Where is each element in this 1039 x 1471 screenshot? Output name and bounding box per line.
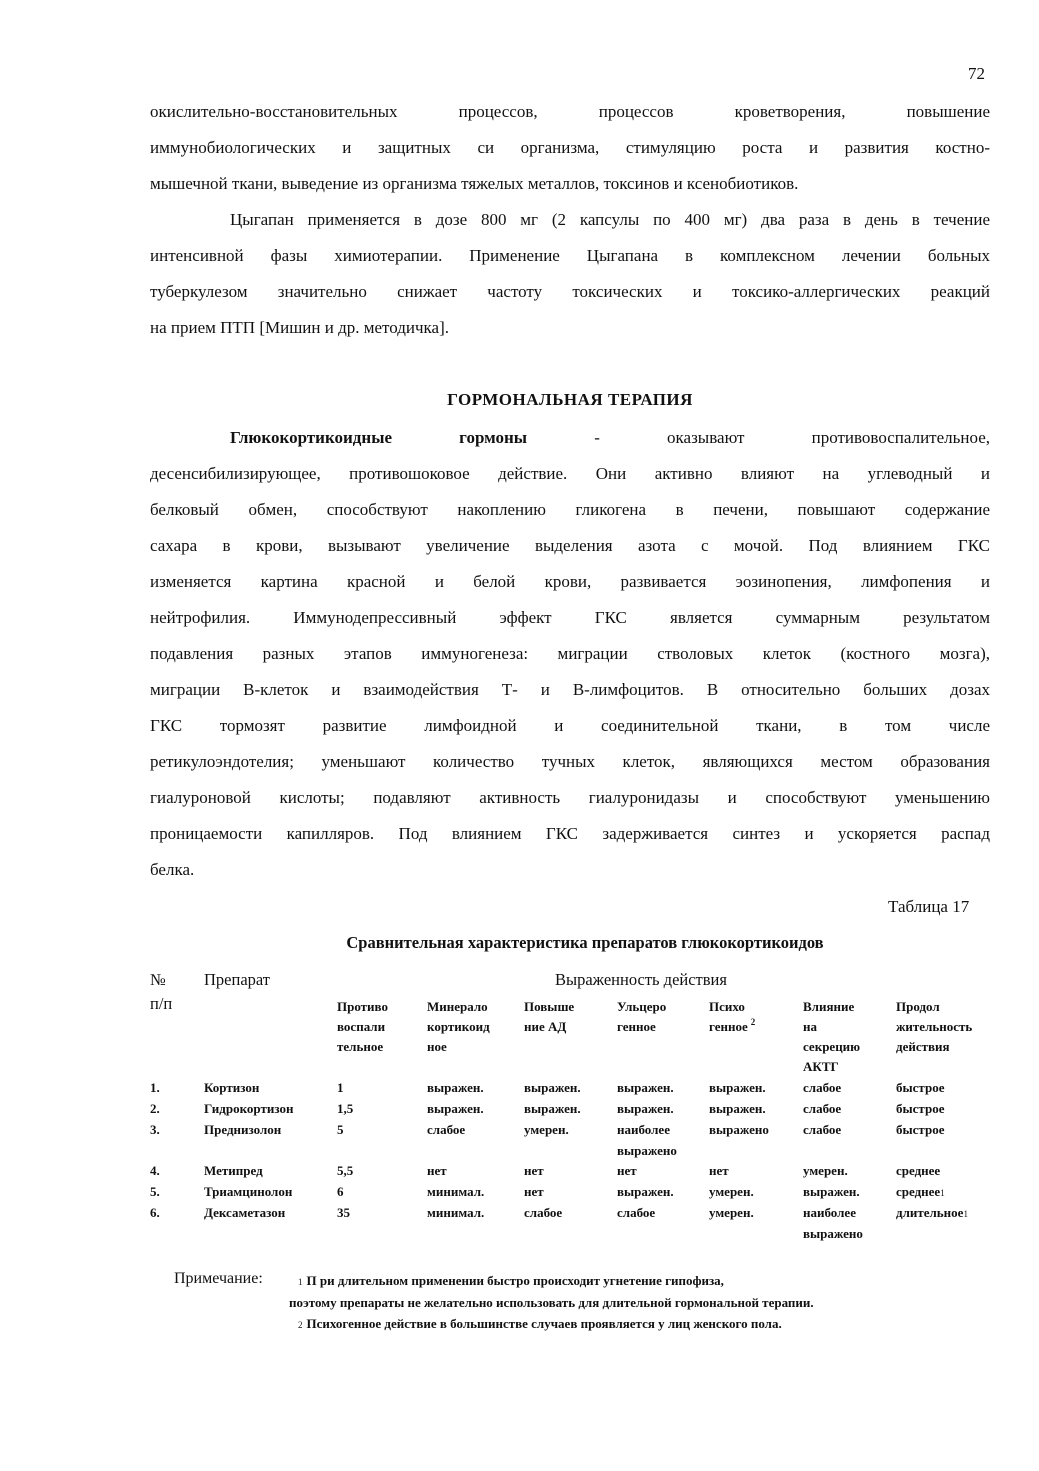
header-col-psychogenic: Психо генное $^2$	[709, 999, 756, 1034]
cell-value-continued: выражено	[617, 1143, 677, 1158]
cell-value: умерен.	[803, 1163, 848, 1178]
cell-value: нет	[524, 1184, 544, 1199]
cell-num: 5.	[150, 1184, 160, 1199]
cell-value: слабое	[617, 1205, 656, 1220]
cell-num: 6.	[150, 1205, 160, 1220]
text-line: изменяется картина красной и белой крови, развивается эозинопения, лимфопения и	[150, 572, 990, 591]
cell-value: слабое	[803, 1080, 842, 1095]
cell-value: выражен.	[803, 1184, 860, 1199]
cell-value: выражен.	[709, 1101, 766, 1116]
cell-num: 1.	[150, 1080, 160, 1095]
header-col-ulcerogenic: Ульцеро генное	[617, 999, 667, 1034]
cell-drug: Преднизолон	[204, 1122, 282, 1137]
cell-drug: Триамцинолон	[204, 1184, 293, 1199]
cell-value: выражен.	[617, 1080, 674, 1095]
cell-value: среднее1	[896, 1184, 945, 1199]
cell-value: нет	[524, 1163, 544, 1178]
paragraph-1	[150, 94, 990, 202]
cell-value-continued: выражено	[803, 1226, 863, 1241]
text-line: нейтрофилия. Иммунодепрессивный эффект ГКС является суммарным результатом	[150, 608, 990, 627]
cell-value: умерен.	[524, 1122, 569, 1137]
cell-value: минимал.	[427, 1205, 485, 1220]
cell-num: 3.	[150, 1122, 160, 1137]
text-line: мышечной ткани, выведение из организма тяжелых металлов, токсинов и ксенобиотиков.	[150, 174, 799, 193]
cell-value: минимал.	[427, 1184, 485, 1199]
note-line-3: 2 Психогенное действие в большинстве случаев проявляется у лиц женского пола.	[298, 1316, 782, 1331]
cell-value: выражен.	[524, 1101, 581, 1116]
header-col-blood-pressure: Повыше ние АД	[524, 999, 575, 1034]
cell-drug: Кортизон	[204, 1080, 260, 1095]
footnote-mark: 1	[963, 1209, 968, 1219]
text-line: иммунобиологических и защитных си организма, стимуляцию роста и развития костно-	[150, 138, 990, 157]
section-heading: ГОРМОНАЛЬНАЯ ТЕРАПИЯ	[447, 390, 693, 409]
cell-value: наиболее	[617, 1122, 670, 1137]
cell-value: быстрое	[896, 1080, 945, 1095]
table-title: Сравнительная характеристика препаратов глюкокортикоидов	[346, 933, 824, 952]
paragraph-3	[150, 420, 990, 888]
cell-value: выражен.	[617, 1184, 674, 1199]
cell-value: выражен.	[617, 1101, 674, 1116]
footnote-mark: 2	[750, 1017, 756, 1027]
text-line: белковый обмен, способствуют накоплению гликогена в печени, повышают содержание	[150, 500, 990, 519]
footnote-mark: 2	[298, 1320, 303, 1330]
cell-value: длительное1	[896, 1205, 968, 1220]
cell-value: наиболее	[803, 1205, 856, 1220]
table-caption: Таблица 17	[888, 897, 970, 916]
footnote-mark: 1	[940, 1188, 945, 1198]
cell-value: быстрое	[896, 1122, 945, 1137]
cell-value: слабое	[803, 1101, 842, 1116]
cell-value: выражен.	[427, 1080, 484, 1095]
text-line: туберкулезом значительно снижает частоту токсических и токсико-аллергических реакций	[150, 282, 990, 301]
text-line: ретикулоэндотелия; уменьшают количество тучных клеток, являющихся местом образования	[150, 752, 990, 771]
text-line: белка.	[150, 860, 195, 879]
cell-value: нет	[427, 1163, 447, 1178]
text-line: на прием ПТП [Мишин и др. методичка].	[150, 318, 450, 337]
cell-value: 1,5	[337, 1101, 354, 1116]
cell-value: умерен.	[709, 1184, 754, 1199]
text-line: подавления разных этапов иммуногенеза: миграции стволовых клеток (костного мозга),	[150, 644, 990, 663]
text-line: сахара в крови, вызывают увеличение выделения азота с мочой. Под влиянием ГКС	[150, 536, 990, 555]
cell-value: быстрое	[896, 1101, 945, 1116]
cell-value: выражен.	[709, 1080, 766, 1095]
cell-drug: Дексаметазон	[204, 1205, 286, 1220]
cell-value: выражен.	[427, 1101, 484, 1116]
cell-value: слабое	[427, 1122, 466, 1137]
cell-drug: Гидрокортизон	[204, 1101, 294, 1116]
header-group: Выраженность действия	[555, 970, 727, 989]
header-num: №	[150, 970, 166, 989]
cell-num: 2.	[150, 1101, 160, 1116]
cell-value: слабое	[524, 1205, 563, 1220]
header-num-2: п/п	[150, 994, 173, 1013]
header-col-duration: Продол жительность действия	[896, 999, 973, 1054]
cell-value: 5	[337, 1122, 344, 1137]
note-line-1: 1 П ри длительном применении быстро происходит угнетение гипофиза,	[298, 1273, 724, 1288]
header-drug: Препарат	[204, 970, 270, 989]
cell-value: умерен.	[709, 1205, 754, 1220]
bold-term: Глюкокортикоидные гормоны	[230, 428, 528, 447]
text-line: окислительно-восстановительных процессов, процессов кроветворения, повышение	[150, 102, 990, 121]
text-line: миграции В-клеток и взаимодействия Т- и В-лимфоцитов. В относительно больших дозах	[150, 680, 990, 699]
text-line-first	[150, 420, 990, 456]
paragraph-2	[150, 202, 990, 346]
text-line: проницаемости капилляров. Под влиянием ГКС задерживается синтез и ускоряется распад	[150, 824, 990, 843]
cell-value: нет	[709, 1163, 729, 1178]
text-line: ГКС тормозят развитие лимфоидной и соединительной ткани, в том числе	[150, 716, 990, 735]
footnote-mark: 1	[298, 1277, 303, 1287]
note-label: Примечание:	[174, 1270, 263, 1287]
cell-num: 4.	[150, 1163, 160, 1178]
page-number: 72	[968, 64, 985, 83]
cell-value: выражен.	[524, 1080, 581, 1095]
cell-drug: Метипред	[204, 1163, 263, 1178]
cell-value: 35	[337, 1205, 350, 1220]
cell-value: слабое	[803, 1122, 842, 1137]
header-col-mineralocorticoid: Минерало кортикоид ное	[427, 999, 490, 1054]
cell-value: выражено	[709, 1122, 769, 1137]
cell-value: 1	[337, 1080, 344, 1095]
cell-value: нет	[617, 1163, 637, 1178]
header-col-actg: Влияние на секрецию АКТГ	[803, 999, 861, 1074]
note-line-2: поэтому препараты не желательно использовать для длительной гормональной терапии.	[289, 1295, 814, 1310]
header-col-antiinflammatory: Противо воспали тельное	[337, 999, 388, 1054]
text-line: Цыгапан применяется в дозе 800 мг (2 капсулы по 400 мг) два раза в день в течение	[230, 210, 990, 229]
text-fragment: - оказывают противовоспалительное,	[594, 428, 990, 447]
text-line: десенсибилизирующее, противошоковое действие. Они активно влияют на углеводный и	[150, 464, 990, 483]
text-line: интенсивной фазы химиотерапии. Применение Цыгапана в комплексном лечении больных	[150, 246, 990, 265]
cell-value: 6	[337, 1184, 344, 1199]
cell-value: 5,5	[337, 1163, 354, 1178]
text-line: гиалуроновой кислоты; подавляют активность гиалуронидазы и способствуют уменьшению	[150, 788, 990, 807]
cell-value: среднее	[896, 1163, 941, 1178]
